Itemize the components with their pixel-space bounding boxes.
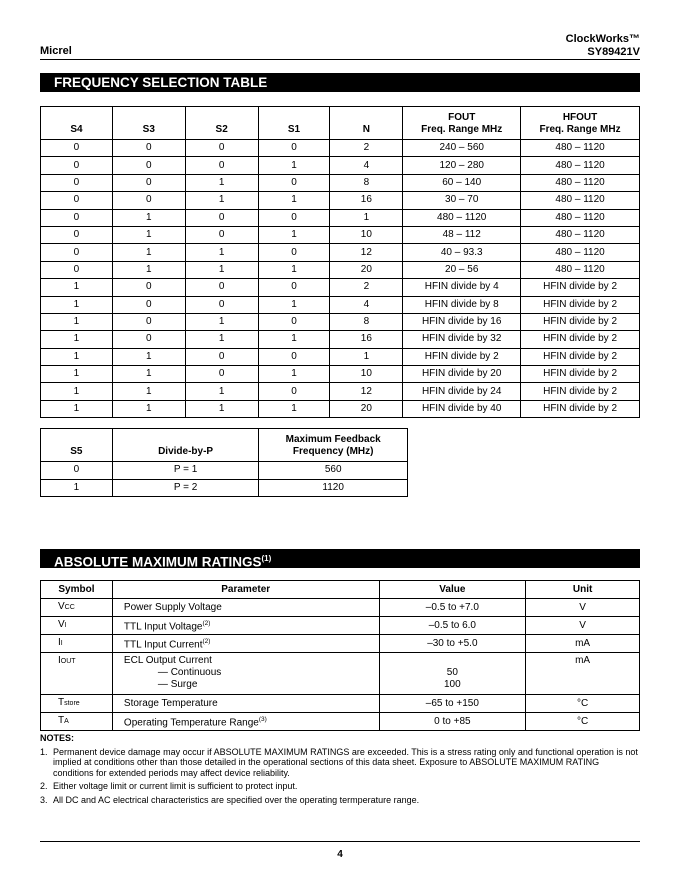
s5-cell: 0 xyxy=(41,462,113,480)
note-ref: (2) xyxy=(202,637,211,645)
freq-section-title: FREQUENCY SELECTION TABLE xyxy=(40,73,640,92)
symbol-sub: CC xyxy=(64,604,75,611)
s2-cell: 1 xyxy=(185,383,258,400)
table-row xyxy=(41,313,640,330)
n-cell: 20 xyxy=(330,261,403,278)
symbol-cell xyxy=(41,653,113,695)
product-family: ClockWorks™ xyxy=(565,33,640,45)
amr-section-title xyxy=(40,549,640,568)
note-text: Either voltage limit or current limit is sufficient to protect input. xyxy=(53,781,298,791)
symbol-cell xyxy=(41,617,113,635)
amr-row-ta xyxy=(41,713,640,731)
col-fout-range: Freq. Range MHz xyxy=(421,124,503,135)
col-fout xyxy=(403,107,521,140)
s3-cell: 0 xyxy=(112,174,185,191)
s1-cell: 0 xyxy=(258,313,330,330)
s1-cell: 1 xyxy=(258,296,330,313)
fout-cell: 480 – 1120 xyxy=(403,209,521,226)
parameter-continuous: — Continuous xyxy=(157,667,222,678)
s2-cell: 1 xyxy=(185,261,258,278)
hfout-cell: 480 – 1120 xyxy=(521,209,640,226)
col-hfout-title: HFOUT xyxy=(562,112,598,123)
divide-by-p-cell: P = 1 xyxy=(112,462,259,480)
table-row xyxy=(41,192,640,209)
hfout-cell: 480 – 1120 xyxy=(521,157,640,174)
amr-row-vi xyxy=(41,617,640,635)
table-row xyxy=(41,348,640,365)
part-number: SY89421V xyxy=(587,46,640,58)
unit-cell: V xyxy=(526,599,640,617)
amr-title-text: ABSOLUTE MAXIMUM RATINGS xyxy=(54,554,262,570)
footer-rule xyxy=(40,841,640,842)
s1-cell: 1 xyxy=(258,366,330,383)
value-cell: –65 to +150 xyxy=(379,695,526,713)
col-unit: Unit xyxy=(526,581,640,599)
symbol-sub: I xyxy=(60,640,63,647)
col-hfout xyxy=(521,107,640,140)
symbol-cell xyxy=(41,599,113,617)
s3-cell: 1 xyxy=(112,226,185,243)
hfout-cell: 480 – 1120 xyxy=(521,226,640,243)
s5-cell: 1 xyxy=(41,479,113,497)
s1-cell: 0 xyxy=(258,174,330,191)
s1-cell: 0 xyxy=(258,140,330,157)
unit-cell: °C xyxy=(526,713,640,731)
hfout-cell: HFIN divide by 2 xyxy=(521,366,640,383)
max-feedback-cell: 560 xyxy=(259,462,408,480)
unit-cell: mA xyxy=(526,653,640,695)
s1-cell: 0 xyxy=(258,209,330,226)
s3-cell: 0 xyxy=(112,331,185,348)
hfout-cell: HFIN divide by 2 xyxy=(521,296,640,313)
symbol-main: V xyxy=(58,619,65,630)
n-cell: 16 xyxy=(330,192,403,209)
hfout-cell: HFIN divide by 2 xyxy=(521,400,640,417)
s2-cell: 0 xyxy=(185,140,258,157)
col-s1: S1 xyxy=(258,107,330,140)
table-row xyxy=(41,209,640,226)
n-cell: 12 xyxy=(330,244,403,261)
note-item xyxy=(40,747,640,779)
n-cell: 8 xyxy=(330,174,403,191)
s1-cell: 1 xyxy=(258,192,330,209)
table-row xyxy=(41,279,640,296)
symbol-main: V xyxy=(58,601,65,612)
note-number: 3. xyxy=(40,794,48,805)
parameter-cell xyxy=(112,635,379,653)
frequency-selection-table xyxy=(40,106,640,418)
s4-cell: 1 xyxy=(41,348,113,365)
table-row xyxy=(41,383,640,400)
table-row xyxy=(41,462,408,480)
divider-table xyxy=(40,428,408,497)
n-cell: 2 xyxy=(330,140,403,157)
s2-cell: 0 xyxy=(185,226,258,243)
amr-header-row xyxy=(41,581,640,599)
s4-cell: 0 xyxy=(41,192,113,209)
parameter-surge: — Surge xyxy=(157,679,198,690)
fout-cell: HFIN divide by 32 xyxy=(403,331,521,348)
s1-cell: 1 xyxy=(258,400,330,417)
note-number: 1. xyxy=(40,746,48,757)
header-product-block xyxy=(566,33,640,59)
s3-cell: 0 xyxy=(112,192,185,209)
s1-cell: 0 xyxy=(258,383,330,400)
s3-cell: 0 xyxy=(112,279,185,296)
symbol-main: T xyxy=(58,715,65,726)
s3-cell: 1 xyxy=(112,383,185,400)
note-ref: (3) xyxy=(258,715,267,723)
symbol-main: I xyxy=(58,655,61,666)
n-cell: 8 xyxy=(330,313,403,330)
n-cell: 4 xyxy=(330,157,403,174)
s2-cell: 1 xyxy=(185,244,258,261)
symbol-sub: store xyxy=(64,700,80,707)
table-row xyxy=(41,226,640,243)
s2-cell: 0 xyxy=(185,157,258,174)
parameter-cell xyxy=(112,653,379,695)
hfout-cell: HFIN divide by 2 xyxy=(521,313,640,330)
fout-cell: 60 – 140 xyxy=(403,174,521,191)
s3-cell: 0 xyxy=(112,296,185,313)
value-cell: –0.5 to +7.0 xyxy=(379,599,526,617)
hfout-cell: HFIN divide by 2 xyxy=(521,348,640,365)
fout-cell: HFIN divide by 20 xyxy=(403,366,521,383)
table-row xyxy=(41,261,640,278)
s4-cell: 0 xyxy=(41,174,113,191)
page-number: 4 xyxy=(337,849,343,860)
value-cell: 0 to +85 xyxy=(379,713,526,731)
symbol-sub: OUT xyxy=(60,658,76,665)
col-n: N xyxy=(330,107,403,140)
hfout-cell: 480 – 1120 xyxy=(521,244,640,261)
hfout-cell: 480 – 1120 xyxy=(521,174,640,191)
max-feedback-cell: 1120 xyxy=(259,479,408,497)
col-max-feedback xyxy=(259,429,408,462)
n-cell: 10 xyxy=(330,226,403,243)
s4-cell: 0 xyxy=(41,157,113,174)
table-row xyxy=(41,296,640,313)
value-cell: –30 to +5.0 xyxy=(379,635,526,653)
amr-title-sup: (1) xyxy=(261,554,272,563)
fout-cell: HFIN divide by 40 xyxy=(403,400,521,417)
symbol-cell xyxy=(41,635,113,653)
hfout-cell: HFIN divide by 2 xyxy=(521,279,640,296)
table-row xyxy=(41,400,640,417)
table-row xyxy=(41,331,640,348)
table-row xyxy=(41,174,640,191)
hfout-cell: 480 – 1120 xyxy=(521,192,640,209)
s3-cell: 1 xyxy=(112,209,185,226)
s4-cell: 0 xyxy=(41,140,113,157)
n-cell: 20 xyxy=(330,400,403,417)
s4-cell: 0 xyxy=(41,209,113,226)
fout-cell: HFIN divide by 24 xyxy=(403,383,521,400)
s3-cell: 0 xyxy=(112,140,185,157)
unit-cell: °C xyxy=(526,695,640,713)
n-cell: 2 xyxy=(330,279,403,296)
note-ref: (2) xyxy=(202,619,211,627)
s4-cell: 1 xyxy=(41,313,113,330)
value-surge: 100 xyxy=(444,679,461,690)
s4-cell: 1 xyxy=(41,279,113,296)
n-cell: 10 xyxy=(330,366,403,383)
note-text: Permanent device damage may occur if ABSOLUTE MAXIMUM RATINGS are exceeded. This is a stress rating only and functional operation is not implied at conditions other than those detailed in the operational sections of this data sheet. Exposure to ABSOLUTE MAXIMUM RATING conditions for extended periods may affect device reliability. xyxy=(53,746,638,778)
s3-cell: 0 xyxy=(112,313,185,330)
fout-cell: 240 – 560 xyxy=(403,140,521,157)
s4-cell: 0 xyxy=(41,261,113,278)
s4-cell: 0 xyxy=(41,226,113,243)
table-row xyxy=(41,244,640,261)
s1-cell: 1 xyxy=(258,331,330,348)
fout-cell: 20 – 56 xyxy=(403,261,521,278)
symbol-sub: A xyxy=(64,718,69,725)
s1-cell: 1 xyxy=(258,261,330,278)
s1-cell: 1 xyxy=(258,157,330,174)
s1-cell: 1 xyxy=(258,226,330,243)
note-number: 2. xyxy=(40,781,48,791)
col-parameter: Parameter xyxy=(112,581,379,599)
parameter-text: TTL Input Current xyxy=(123,639,203,651)
s3-cell: 1 xyxy=(112,366,185,383)
s4-cell: 1 xyxy=(41,400,113,417)
fout-cell: 40 – 93.3 xyxy=(403,244,521,261)
s3-cell: 1 xyxy=(112,400,185,417)
col-hfout-range: Freq. Range MHz xyxy=(539,124,621,135)
s1-cell: 0 xyxy=(258,279,330,296)
col-s2: S2 xyxy=(185,107,258,140)
col-s5: S5 xyxy=(41,429,113,462)
col-s4: S4 xyxy=(41,107,113,140)
col-max-feedback-line1: Maximum Feedback xyxy=(285,434,381,445)
s4-cell: 1 xyxy=(41,383,113,400)
absolute-max-ratings-table xyxy=(40,580,640,731)
n-cell: 12 xyxy=(330,383,403,400)
freq-header-row xyxy=(41,107,640,140)
s2-cell: 1 xyxy=(185,331,258,348)
unit-cell: V xyxy=(526,617,640,635)
symbol-main: T xyxy=(58,697,65,708)
amr-row-ii xyxy=(41,635,640,653)
symbol-sub: I xyxy=(64,622,67,629)
col-value: Value xyxy=(379,581,526,599)
hfout-cell: HFIN divide by 2 xyxy=(521,383,640,400)
symbol-cell xyxy=(41,713,113,731)
company-name: Micrel xyxy=(40,45,72,57)
value-continuous: 50 xyxy=(446,667,458,678)
fout-cell: HFIN divide by 4 xyxy=(403,279,521,296)
parameter-cell: Power Supply Voltage xyxy=(112,599,379,617)
s2-cell: 0 xyxy=(185,296,258,313)
s2-cell: 1 xyxy=(185,400,258,417)
note-item xyxy=(40,781,640,792)
table-row xyxy=(41,140,640,157)
table-row xyxy=(41,157,640,174)
s2-cell: 0 xyxy=(185,348,258,365)
col-symbol: Symbol xyxy=(41,581,113,599)
amr-row-iout xyxy=(41,653,640,695)
notes-title: NOTES: xyxy=(40,733,75,743)
s2-cell: 1 xyxy=(185,313,258,330)
parameter-cell: Storage Temperature xyxy=(112,695,379,713)
fout-cell: 120 – 280 xyxy=(403,157,521,174)
table-row xyxy=(41,479,408,497)
col-divide-by-p: Divide-by-P xyxy=(112,429,259,462)
s3-cell: 1 xyxy=(112,261,185,278)
parameter-text: TTL Input Voltage xyxy=(123,621,203,633)
n-cell: 1 xyxy=(330,348,403,365)
note-item xyxy=(40,795,640,806)
s2-cell: 0 xyxy=(185,209,258,226)
amr-row-tstore xyxy=(41,695,640,713)
n-cell: 16 xyxy=(330,331,403,348)
s3-cell: 0 xyxy=(112,157,185,174)
col-s3: S3 xyxy=(112,107,185,140)
hfout-cell: 480 – 1120 xyxy=(521,140,640,157)
s4-cell: 1 xyxy=(41,331,113,348)
fout-cell: HFIN divide by 16 xyxy=(403,313,521,330)
col-max-feedback-line2: Frequency (MHz) xyxy=(292,446,374,457)
symbol-main: I xyxy=(58,637,61,648)
fout-cell: HFIN divide by 8 xyxy=(403,296,521,313)
value-cell: –0.5 to 6.0 xyxy=(379,617,526,635)
s4-cell: 1 xyxy=(41,366,113,383)
parameter-cell xyxy=(112,713,379,731)
hfout-cell: HFIN divide by 2 xyxy=(521,331,640,348)
s2-cell: 1 xyxy=(185,174,258,191)
unit-cell: mA xyxy=(526,635,640,653)
n-cell: 4 xyxy=(330,296,403,313)
s2-cell: 0 xyxy=(185,366,258,383)
value-cell xyxy=(379,653,526,695)
divide-by-p-cell: P = 2 xyxy=(112,479,259,497)
parameter-text: ECL Output Current xyxy=(123,655,212,666)
s2-cell: 0 xyxy=(185,279,258,296)
notes-block xyxy=(40,733,640,808)
amr-row-vcc xyxy=(41,599,640,617)
fout-cell: 30 – 70 xyxy=(403,192,521,209)
s4-cell: 1 xyxy=(41,296,113,313)
fout-cell: HFIN divide by 2 xyxy=(403,348,521,365)
s1-cell: 0 xyxy=(258,348,330,365)
col-fout-title: FOUT xyxy=(448,112,476,123)
n-cell: 1 xyxy=(330,209,403,226)
parameter-text: Operating Temperature Range xyxy=(123,717,259,729)
parameter-cell xyxy=(112,617,379,635)
hfout-cell: 480 – 1120 xyxy=(521,261,640,278)
note-text: All DC and AC electrical characteristics are specified over the operating termperature range. xyxy=(53,794,420,805)
s3-cell: 1 xyxy=(112,244,185,261)
s4-cell: 0 xyxy=(41,244,113,261)
fout-cell: 48 – 112 xyxy=(403,226,521,243)
s2-cell: 1 xyxy=(185,192,258,209)
header-rule xyxy=(40,59,640,60)
s1-cell: 0 xyxy=(258,244,330,261)
table-row xyxy=(41,366,640,383)
symbol-cell xyxy=(41,695,113,713)
s3-cell: 1 xyxy=(112,348,185,365)
notes-list xyxy=(40,747,640,806)
divider-header-row xyxy=(41,429,408,462)
